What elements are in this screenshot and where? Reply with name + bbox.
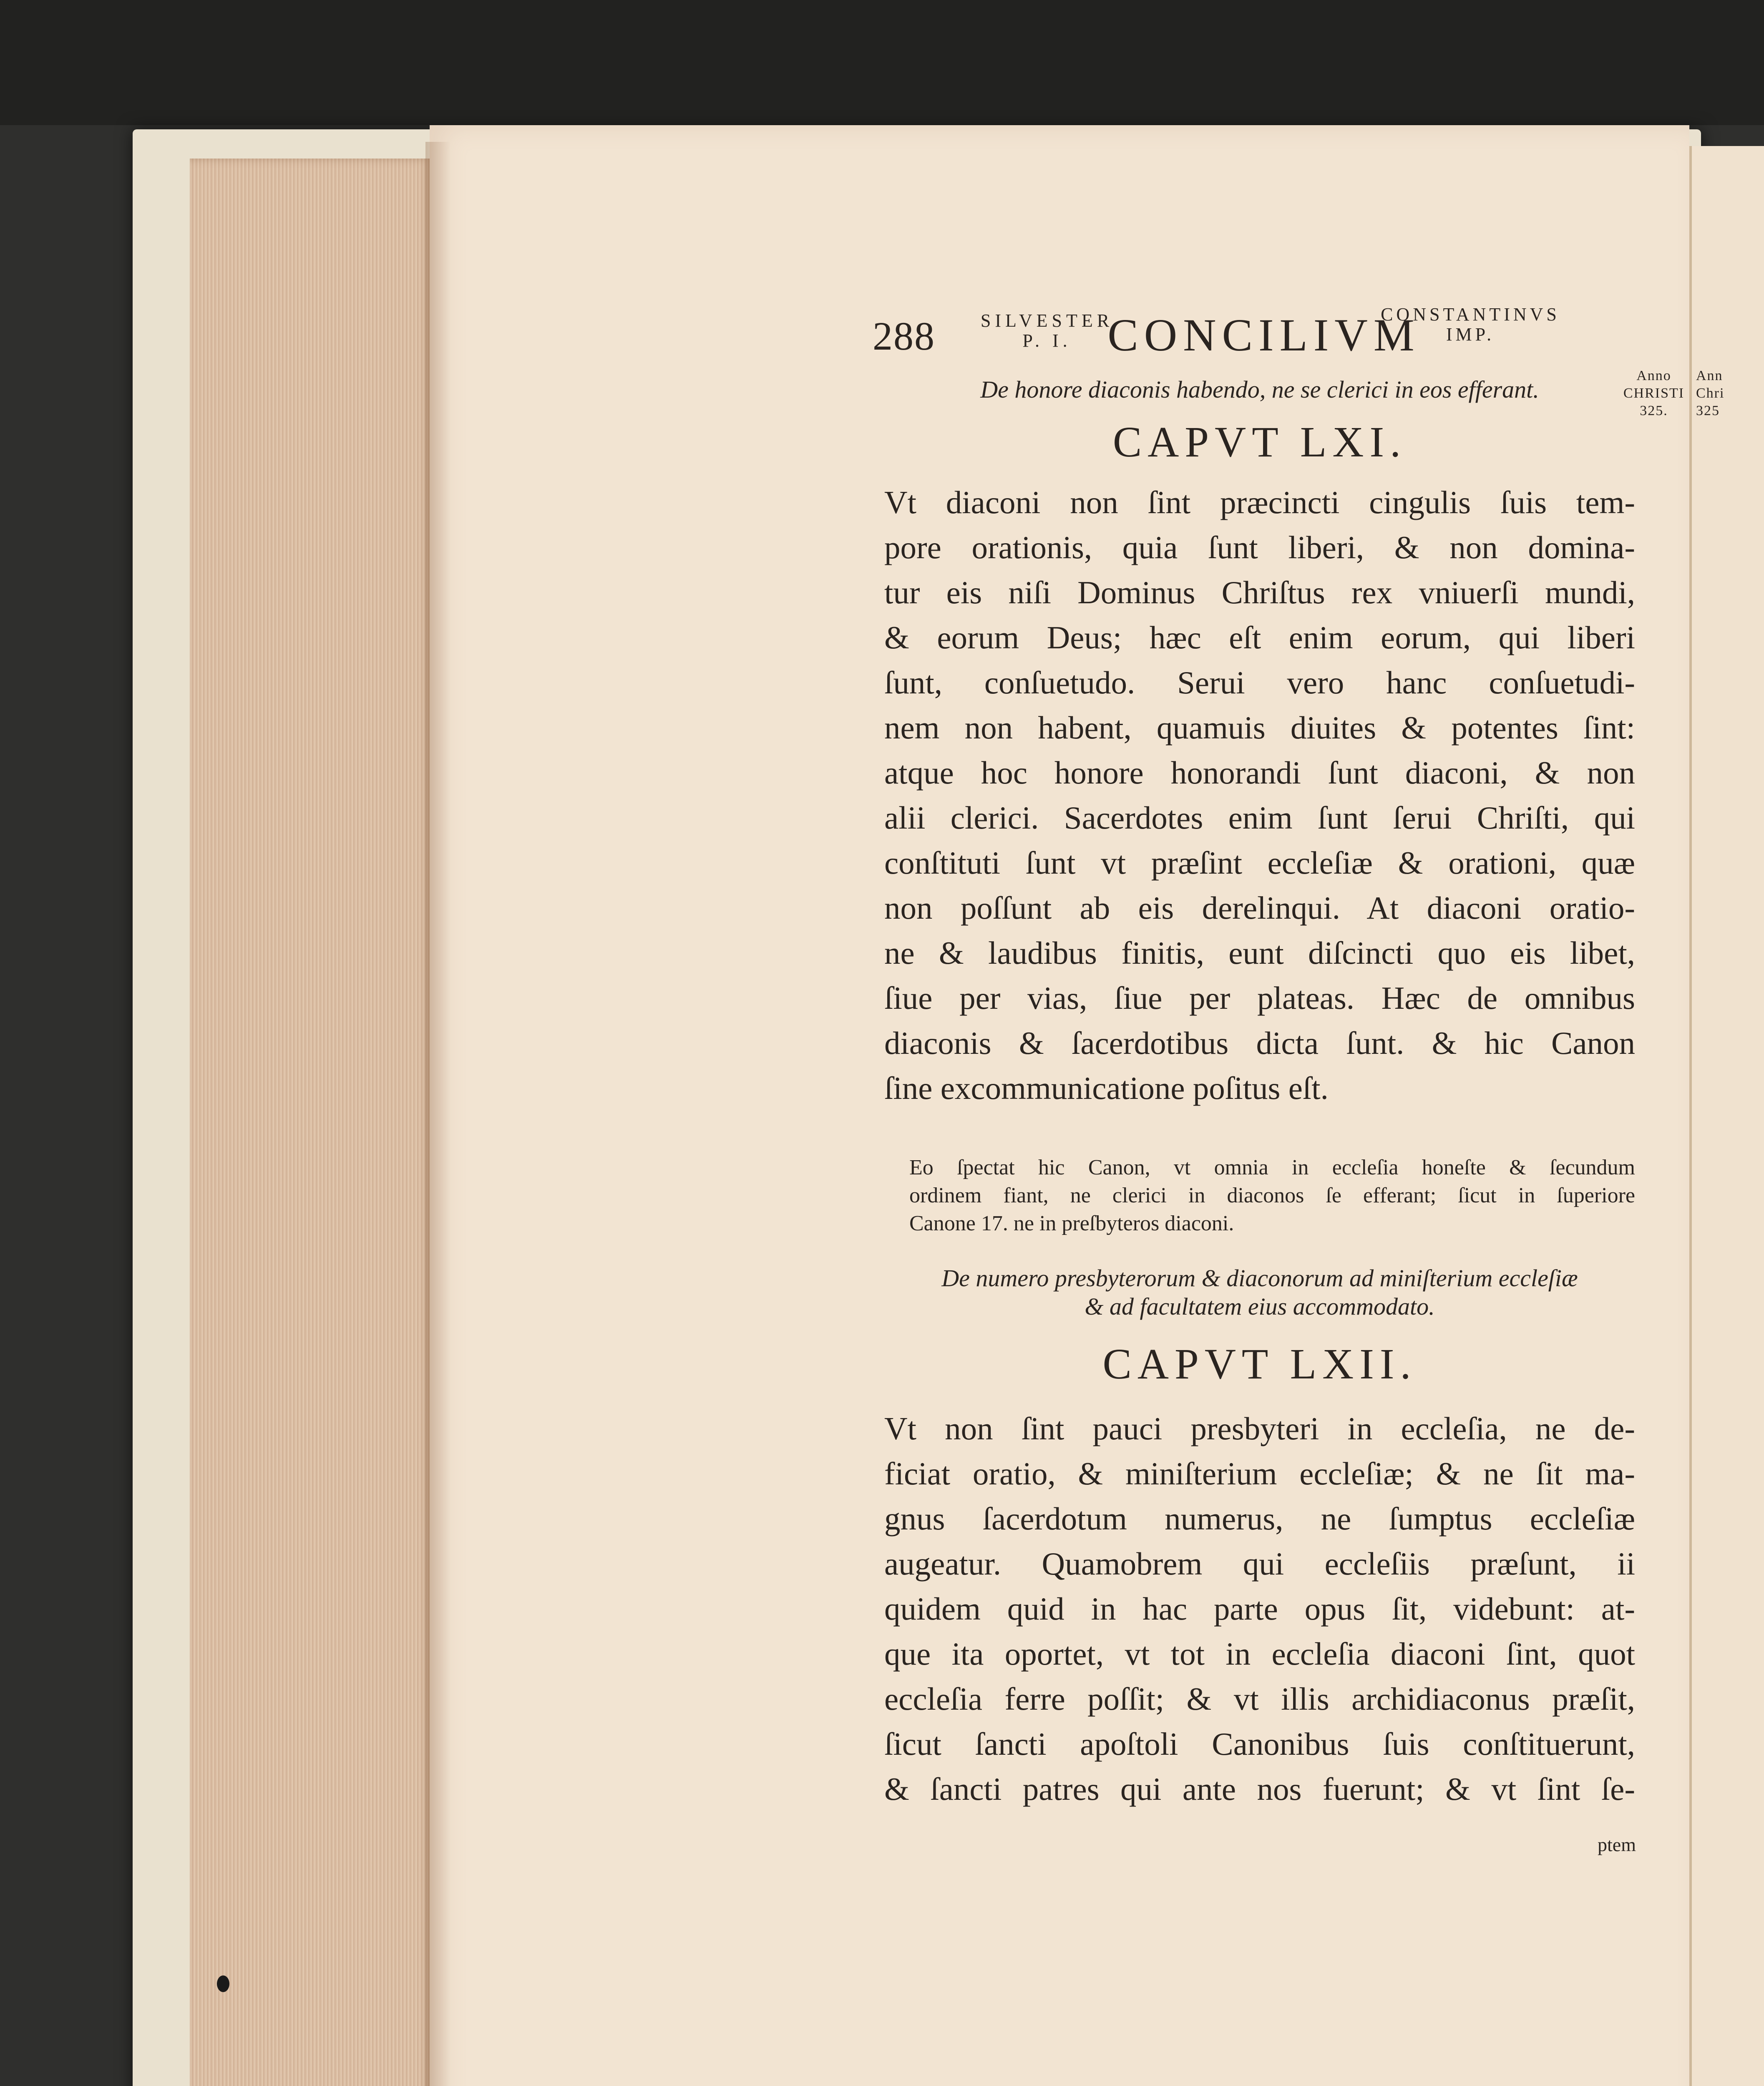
ink-blot <box>217 1975 229 1992</box>
facing-margin-note-line: Ann <box>1696 368 1723 383</box>
background-top <box>0 0 1764 125</box>
subtitle-line: & ad facultatem eius accommodato. <box>1085 1293 1435 1320</box>
note-line: Eo ſpectat hic Canon, vt omnia in eccleſia honeſte & ſecundum <box>909 1156 1635 1179</box>
body-line: conſtituti ſunt vt præſint eccleſiæ & orationi, quæ <box>884 845 1635 881</box>
note-line: ordinem fiant, ne clerici in diaconos ſe efferant; ſicut in ſuperiore <box>909 1184 1635 1207</box>
body-line: non poſſunt ab eis derelinqui. At diaconi oratio- <box>884 890 1635 926</box>
body-line: & ſancti patres qui ante nos fuerunt; & vt ſint ſe- <box>884 1771 1635 1807</box>
facing-margin-note <box>1696 367 1764 420</box>
body-line: atque hoc honore honorandi ſunt diaconi, & non <box>884 755 1635 791</box>
running-head-left-line: P. I. <box>1022 330 1072 351</box>
running-head-right-line: IMP. <box>1446 324 1495 345</box>
subtitle-line: De honore diaconis habendo, ne se clerici in eos efferant. <box>980 376 1539 403</box>
body-line: Vt non ſint pauci presbyteri in eccleſia, ne de- <box>884 1411 1635 1446</box>
page-number: 288 <box>873 314 935 358</box>
facing-margin-note-line: Chri <box>1696 385 1725 401</box>
body-line: ſicut ſancti apoſtoli Canonibus ſuis conſtituerunt, <box>884 1726 1635 1762</box>
body-line: Vt diaconi non ſint præcincti cingulis ſuis tem- <box>884 484 1635 520</box>
body-line: alii clerici. Sacerdotes enim ſunt ſerui Chriſti, qui <box>884 800 1635 836</box>
section-subtitle <box>884 375 1635 404</box>
chapter-heading: CAPVT LXII. <box>1102 1340 1417 1388</box>
chapter-heading: CAPVT LXI. <box>1112 418 1407 466</box>
facing-margin-note-line: 325 <box>1696 403 1720 418</box>
running-title: CONCILIVM <box>1107 310 1420 360</box>
chapter-body <box>884 480 1635 1111</box>
body-line: ſunt, conſuetudo. Serui vero hanc conſuetudi- <box>884 665 1635 700</box>
section-subtitle <box>884 1264 1635 1321</box>
body-line: nem non habent, quamuis diuites & potentes ſint: <box>884 710 1635 746</box>
margin-note-line: CHRISTI <box>1623 385 1685 401</box>
body-line: ficiat oratio, & miniſterium eccleſiæ; & ne ſit ma- <box>884 1456 1635 1491</box>
body-line: pore orationis, quia ſunt liberi, & non domina- <box>884 529 1635 565</box>
body-line: tur eis niſi Dominus Chriſtus rex vniuerſi mundi, <box>884 574 1635 610</box>
gutter-shadow <box>425 142 450 2086</box>
page-block-edges <box>190 159 432 2086</box>
facing-page-edge <box>1689 146 1764 2086</box>
body-line: gnus ſacerdotum numerus, ne ſumptus eccleſiæ <box>884 1501 1635 1537</box>
body-line: augeatur. Quamobrem qui eccleſiis præſunt, ii <box>884 1546 1635 1582</box>
note-line: Canone 17. ne in preſbyteros diaconi. <box>909 1212 1234 1235</box>
body-line: quidem quid in hac parte opus ſit, videbunt: at- <box>884 1591 1635 1627</box>
body-line: eccleſia ferre poſſit; & vt illis archidiaconus præſit, <box>884 1681 1635 1717</box>
body-line: ſine excommunicatione poſitus eſt. <box>884 1070 1329 1106</box>
body-line: ne & laudibus finitis, eunt diſcincti quo eis libet, <box>884 935 1635 971</box>
body-line: ſiue per vias, ſiue per plateas. Hæc de omnibus <box>884 980 1635 1016</box>
body-line: diaconis & ſacerdotibus dicta ſunt. & hic Canon <box>884 1025 1635 1061</box>
subtitle-line: De numero presbyterorum & diaconorum ad miniſterium eccleſiæ <box>941 1265 1578 1292</box>
running-head-right <box>1376 305 1564 345</box>
margin-note-line: 325. <box>1640 403 1668 418</box>
running-head-right-line: CONSTANTINVS <box>1381 304 1560 325</box>
commentary-note <box>909 1154 1635 1237</box>
body-line: que ita oportet, vt tot in eccleſia diaconi ſint, quot <box>884 1636 1635 1672</box>
body-line: & eorum Deus; hæc eſt enim eorum, qui liberi <box>884 620 1635 655</box>
catchword: ptem <box>1598 1834 1636 1855</box>
margin-note-line: Anno <box>1636 368 1671 383</box>
chapter-body <box>884 1406 1635 1811</box>
running-head-left-line: SILVESTER <box>980 310 1114 331</box>
